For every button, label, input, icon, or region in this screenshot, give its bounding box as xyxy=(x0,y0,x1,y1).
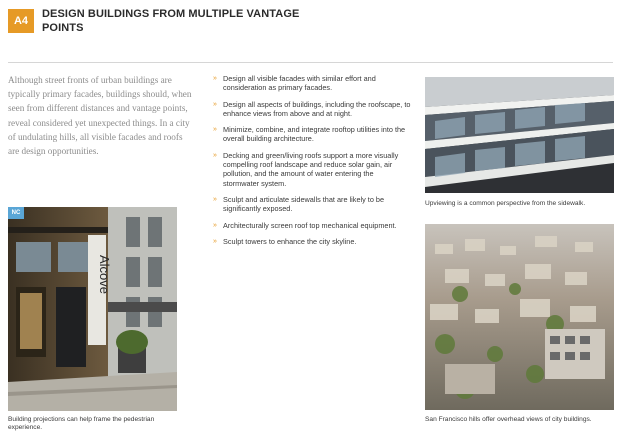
list-item: » Design all visible facades with similar effort and consideration as primary facades. xyxy=(213,74,376,93)
upview-photo-illustration xyxy=(425,77,614,193)
hills-photo-caption: San Francisco hills offer overhead views of city buildings. xyxy=(425,416,592,423)
hills-photo xyxy=(425,224,614,410)
bullet-arrow-icon: » xyxy=(213,126,217,134)
alcove-sign: Alcove xyxy=(97,255,112,295)
bullet-arrow-icon: » xyxy=(213,151,217,159)
nc-badge: NC xyxy=(8,207,24,219)
street-photo-caption: Building projections can help frame the pedestrian experience. xyxy=(8,416,155,432)
bullet-arrow-icon: » xyxy=(213,221,217,229)
bullet-arrow-icon: » xyxy=(213,75,217,82)
header-divider xyxy=(8,62,613,63)
page-title: DESIGN BUILDINGS FROM MULTIPLE VANTAGE POINTS xyxy=(42,8,300,34)
bullet-arrow-icon: » xyxy=(213,195,217,203)
list-item: » Sculpt and articulate sidewalls that are likely to be significantly exposed. xyxy=(213,194,385,214)
guideline-list xyxy=(213,74,411,253)
list-item: » Architecturally screen roof top mechanical equipment. xyxy=(213,220,397,230)
list-item: » Sculpt towers to enhance the city skyline. xyxy=(213,236,357,246)
list-item: » Decking and green/living roofs support a more visually compelling roof landscape and reduce solar gain, air pollution, and the amount of water entering the stormwater system. xyxy=(213,150,399,188)
bullet-arrow-icon: » xyxy=(213,237,217,245)
bullet-arrow-icon: » xyxy=(213,100,217,108)
list-item: » Design all aspects of buildings, including the roofscape, to enhance views from above and at night. xyxy=(213,99,411,118)
upview-photo xyxy=(425,77,614,193)
street-photo xyxy=(8,207,177,411)
street-photo-illustration xyxy=(8,207,177,411)
list-item: » Minimize, combine, and integrate rooftop utilities into the overall building architecture. xyxy=(213,125,406,144)
hills-photo-illustration xyxy=(425,224,614,410)
section-badge: A4 xyxy=(8,9,34,33)
upview-photo-caption: Upviewing is a common perspective from the sidewalk. xyxy=(425,200,586,207)
intro-paragraph: Although street fronts of urban buildings are typically primary facades, buildings should, when seen from different distances and vantage points, reveal considered yet unexpected things. In a city of undulating hills, all visible facades and roofs are design opportunities. xyxy=(8,75,192,157)
